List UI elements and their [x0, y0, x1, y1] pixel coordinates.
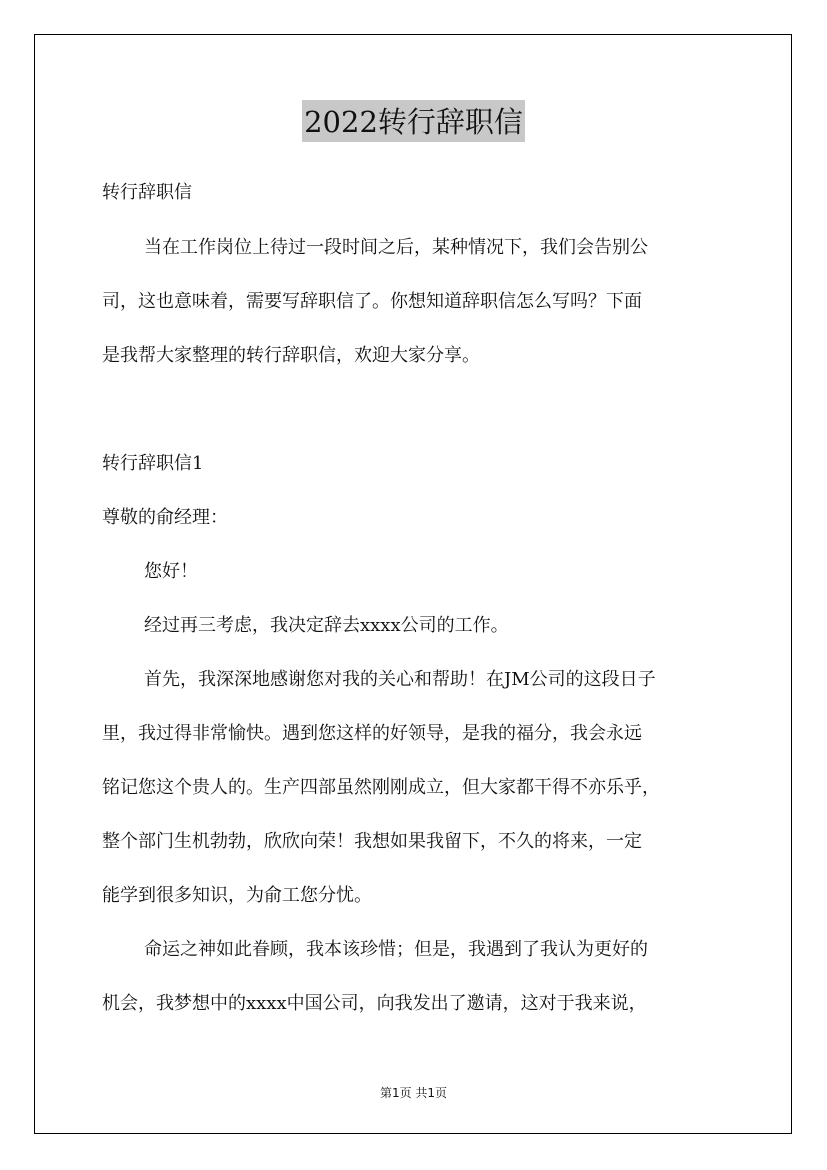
letter-heading: 转行辞职信1: [102, 453, 204, 474]
paragraph-line: 机会，我梦想中的xxxx中国公司，向我发出了邀请，这对于我来说，: [102, 993, 647, 1014]
paragraph-line: 首先，我深深地感谢您对我的关心和帮助！在JM公司的这段日子: [144, 669, 656, 690]
paragraph-line: 司，这也意味着，需要写辞职信了。你想知道辞职信怎么写吗？下面: [102, 291, 642, 312]
document-title: 2022转行辞职信: [302, 100, 525, 142]
paragraph-line: 经过再三考虑，我决定辞去xxxx公司的工作。: [144, 615, 509, 636]
greeting: 您好！: [144, 561, 198, 582]
page-number-footer: 第1页 共1页: [379, 1086, 448, 1100]
paragraph-line: 能学到很多知识，为俞工您分忧。: [102, 885, 372, 906]
document-title-wrap: [0, 100, 827, 142]
paragraph-line: 里，我过得非常愉快。遇到您这样的好领导，是我的福分，我会永远: [102, 723, 642, 744]
paragraph-line: 是我帮大家整理的转行辞职信，欢迎大家分享。: [102, 345, 480, 366]
paragraph-line: 当在工作岗位上待过一段时间之后，某种情况下，我们会告别公: [144, 237, 648, 258]
paragraph-line: 命运之神如此眷顾，我本该珍惜；但是，我遇到了我认为更好的: [144, 939, 648, 960]
paragraph-line: 整个部门生机勃勃，欣欣向荣！我想如果我留下，不久的将来，一定: [102, 831, 642, 852]
section-heading: 转行辞职信: [102, 182, 192, 203]
paragraph-line: 铭记您这个贵人的。生产四部虽然刚刚成立，但大家都干得不亦乐乎，: [102, 777, 660, 798]
salutation: 尊敬的俞经理：: [102, 507, 228, 528]
